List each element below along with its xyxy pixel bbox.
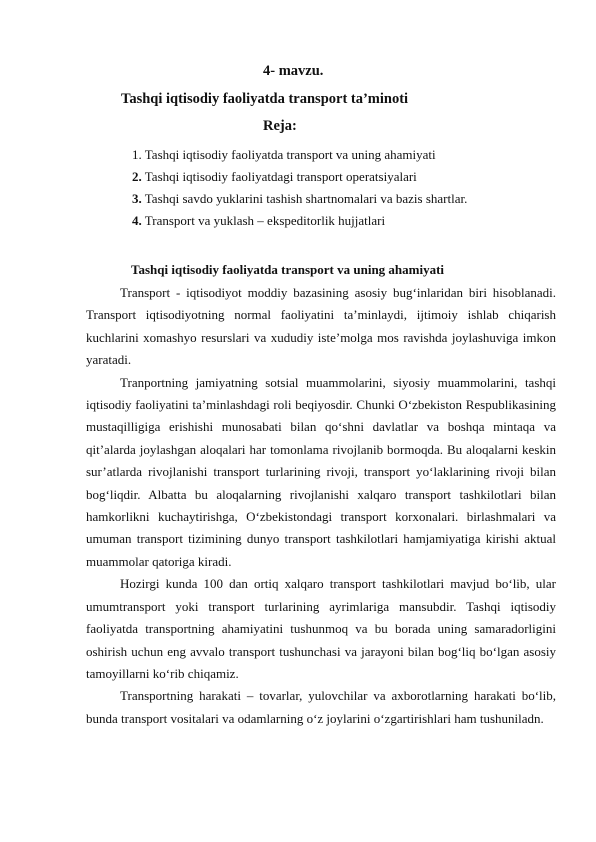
section-heading: Tashqi iqtisodiy faoliyatda transport va uning ahamiyati [131, 262, 445, 277]
plan-item [132, 188, 467, 210]
plan-item-text: Transport va yuklash – ekspeditorlik hujjatlari [144, 213, 386, 228]
plan-item-text: Tashqi iqtisodiy faoliyatdagi transport operatsiyalari [144, 169, 417, 184]
document-title: Tashqi iqtisodiy faoliyatda transport ta’minoti [121, 91, 409, 107]
plan-item-number: 1. [132, 147, 142, 162]
body-text [86, 282, 556, 730]
plan-item-number: 4. [132, 213, 142, 228]
plan-item-text: Tashqi savdo yuklarini tashish shartnomalari va bazis shartlar. [144, 191, 468, 206]
plan-item [132, 144, 467, 166]
plan-list [132, 144, 467, 232]
paragraph: Transport - iqtisodiyot moddiy bazasining asosiy bug‘inlaridan biri hisoblanadi. Transport iqtisodiyotning normal faoliyatini ta’minlaydi, ijtimoiy ishlab chiqarish kuchlarini xomashyo resurslari va xududiy iste’molga mos ravishda joylashuviga imkon yaratadi. [86, 285, 556, 368]
topic-number: 4- mavzu. [263, 63, 324, 79]
plan-item [132, 210, 467, 232]
plan-item-number: 3. [132, 191, 142, 206]
plan-item [132, 166, 467, 188]
paragraph: Tranportning jamiyatning sotsial muammolarini, siyosiy muammolarini, tashqi iqtisodiy faoliyatini ta’minlashdagi roli beqiyosdir. Chunki O‘zbekiston Respublikasining mustaqilligiga erishishi munosabati bilan qo‘shni davlatlar va boshqa mintaqa va qit’alarda joylashgan aloqalari har tomonlama rivojlanib bormoqda. Bu aloqalarni keskin sur’atlarda rivojlanishi transport turlarining rivoji, transport yo‘laklarining rivoji bilan bog‘liqdir. Albatta bu aloqalarning rivojlanishi xalqaro transport tashkilotlari bilan hamkorlikni kuchaytirishga, O‘zbekistondagi transport korxonalari. birlashmalari va umuman transport tizimining dunyo transport tashkilotlari hamjamiyatiga kirishi aktual muammolar qatoriga kiradi. [86, 374, 556, 569]
plan-heading: Reja: [263, 118, 297, 134]
plan-item-text: Tashqi iqtisodiy faoliyatda transport va uning ahamiyati [144, 147, 436, 162]
paragraph: Transportning harakati – tovarlar, yulovchilar va axborotlarning harakati bo‘lib, bunda transport vositalari va odamlarning o‘z joylarini o‘zgartirishlari ham tushuniladn. [86, 688, 556, 726]
paragraph: Hozirgi kunda 100 dan ortiq xalqaro transport tashkilotlari mavjud bo‘lib, ular umumtransport yoki transport turlarining ayrimlariga mansubdir. Tashqi iqtisodiy faoliyatda transportning ahamiyatini tushunmoq va bu borada uning samaradorligini oshirish uchun eng avvalo transport tushunchasi va jarayoni bilan bog‘liq bo‘lgan asosiy tamoyillarni ko‘rib chiqamiz. [86, 576, 556, 681]
plan-item-number: 2. [132, 169, 142, 184]
